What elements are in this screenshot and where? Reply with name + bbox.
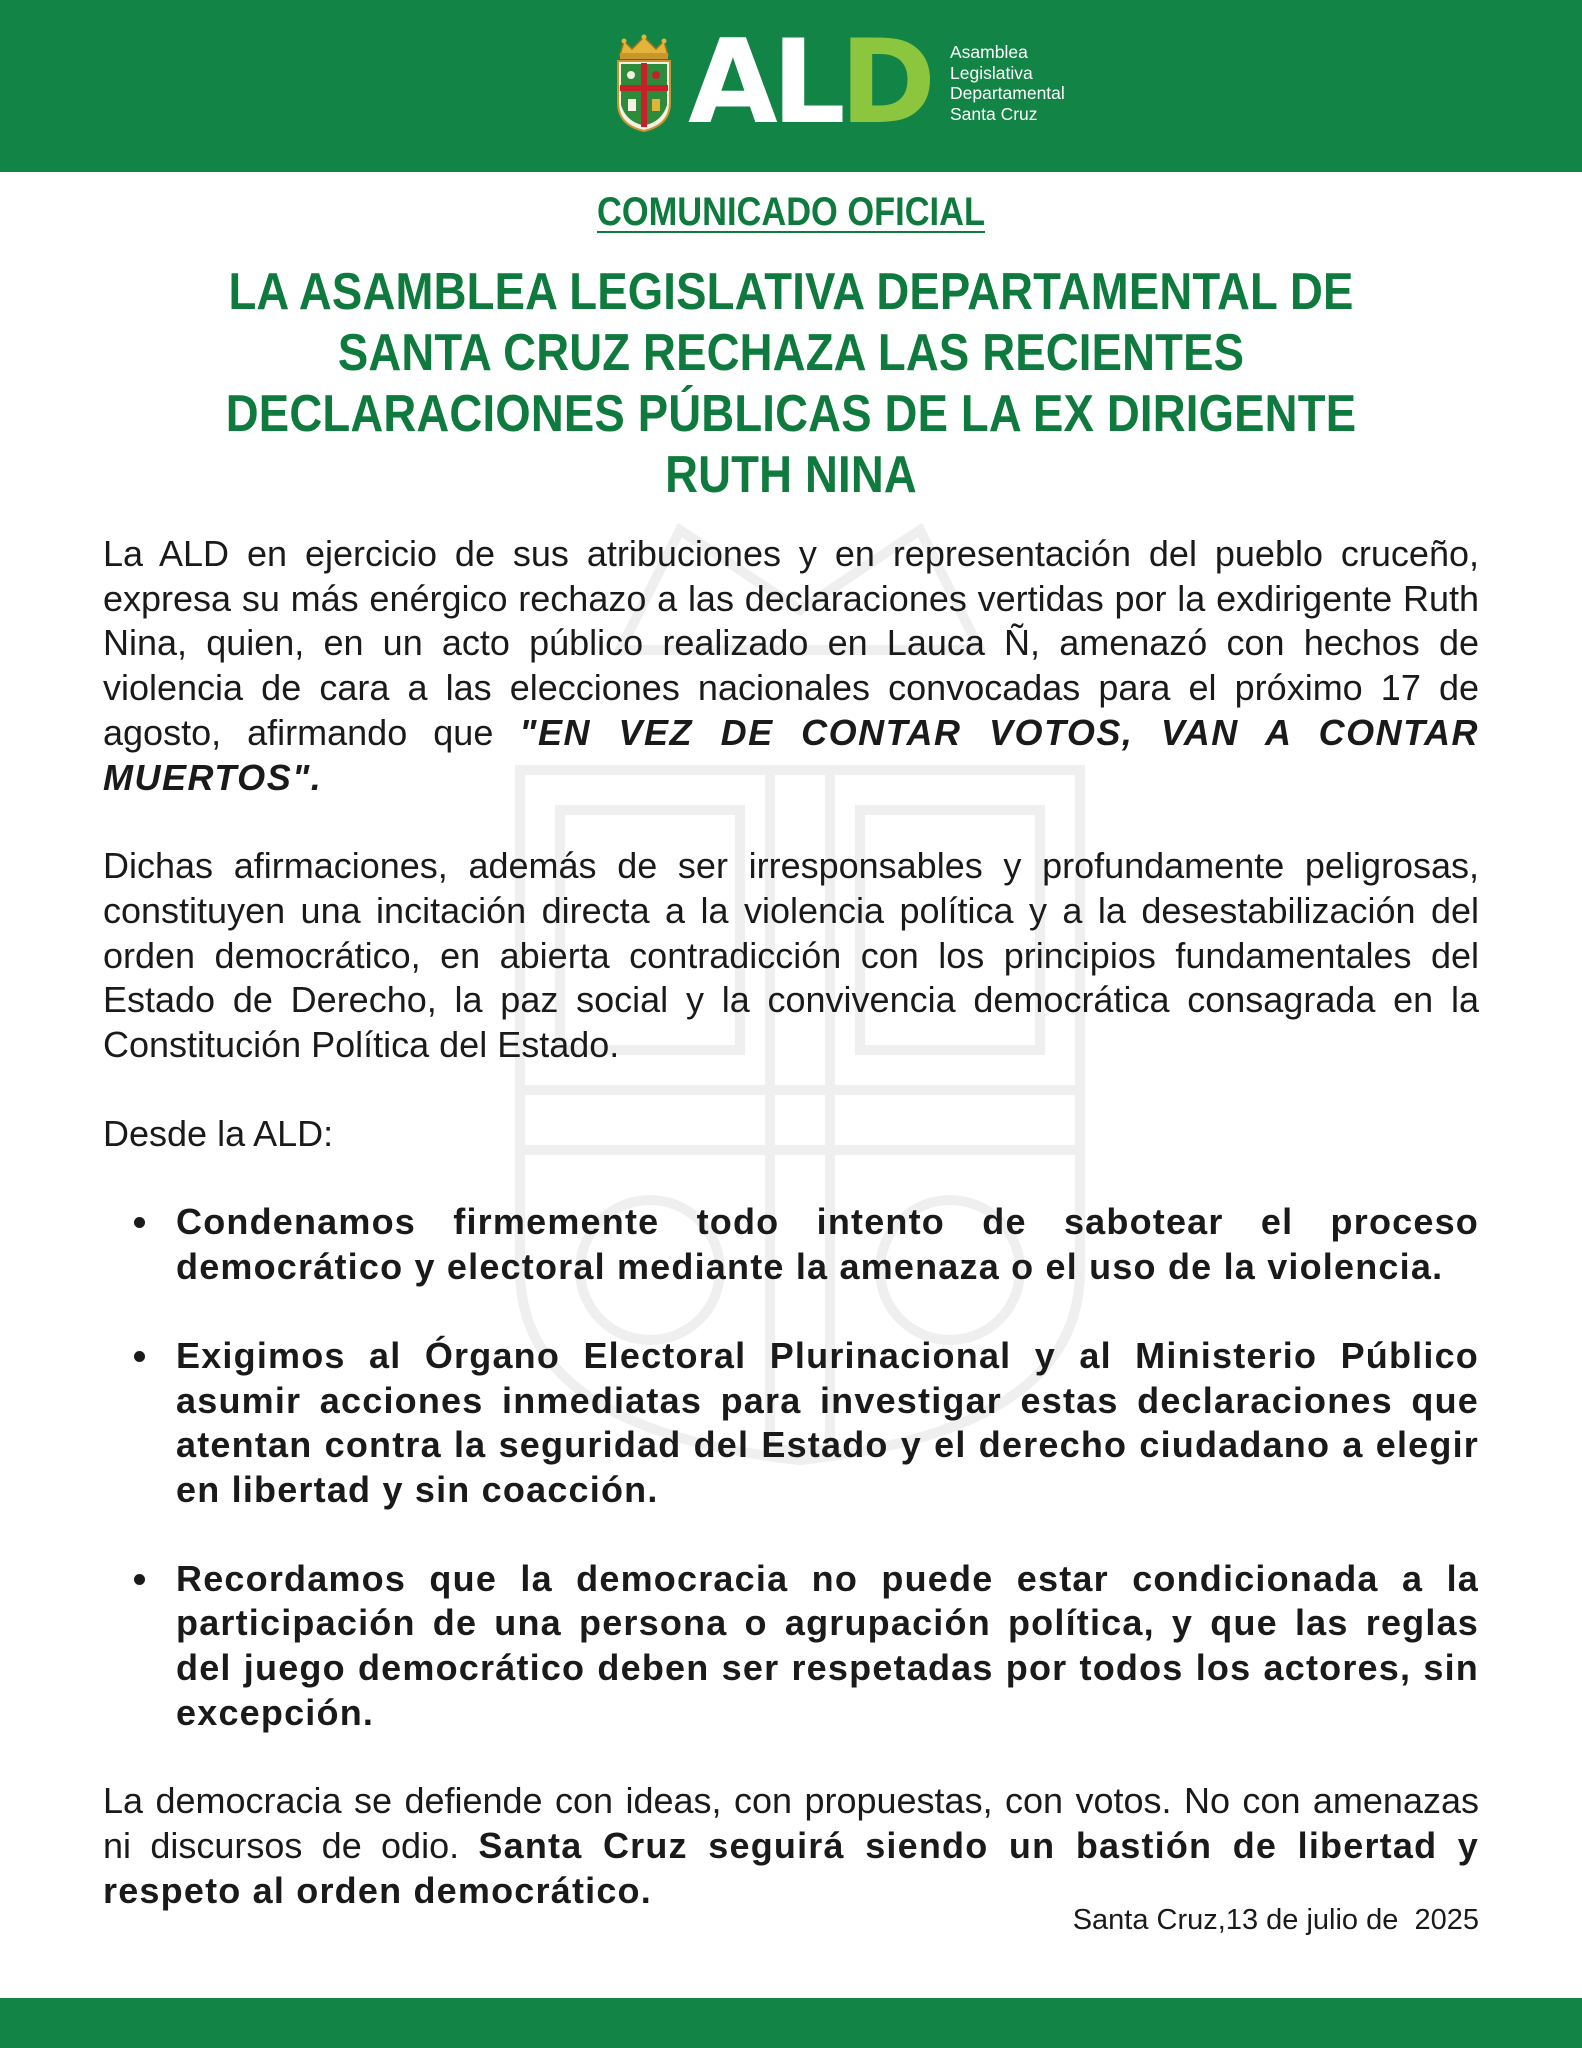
logo-subtitle-line: Departamental	[950, 83, 1065, 103]
lead-in: Desde la ALD:	[103, 1112, 334, 1154]
bullet-text: Recordamos que la democracia no puede estar condicionada a la participación de una persona o agrupación política, y que las reglas del juego democrático deben ser respetadas por todos los actores, sin excepción.	[176, 1557, 1479, 1733]
logo-letter-a: A	[688, 15, 772, 150]
document-date: Santa Cruz,13 de julio de 2025	[1072, 1904, 1479, 1936]
logo-subtitle-line: Asamblea	[950, 42, 1028, 62]
logo-letter-d: D	[839, 15, 930, 150]
closing-text: La democracia se defiende con ideas, con propuestas, con votos. No con amenazas ni discursos de odio.	[103, 1780, 1479, 1867]
coat-of-arms-icon	[612, 33, 676, 133]
bullet-dot-icon	[134, 1217, 145, 1228]
bullet-dot-icon	[134, 1351, 145, 1362]
list-item	[103, 1557, 1479, 1736]
list-item	[103, 1334, 1479, 1513]
logo-subtitle-line: Legislativa	[950, 62, 1033, 83]
logo-subtitle-line: Santa Cruz	[950, 103, 1038, 124]
ald-logo	[612, 15, 1065, 150]
paragraph-1-text: La ALD en ejercicio de sus atribuciones y en representación del pueblo cruceño, expresa su más enérgico rechazo a las declaraciones vertidas por la exdirigente Ruth Nina, quien, en un acto público realizado en Lauca Ñ, amenazó con hechos de violencia de cara a las elecciones nacionales convocadas para el próximo 17 de agosto, afirmando que	[103, 533, 1479, 753]
paragraph-2: Dichas afirmaciones, además de ser irresponsables y profundamente peligrosas, constituyen una incitación directa a la violencia política y a la desestabilización del orden democrático, en abierta contradicción con los principios fundamentales del Estado de Derecho, la paz social y la convivencia democrática consagrada en la Constitución Política del Estado.	[103, 845, 1479, 1066]
ald-wordmark	[688, 15, 930, 150]
list-item	[103, 1200, 1479, 1289]
bullet-list	[103, 1200, 1479, 1735]
closing-paragraph	[103, 1779, 1479, 1913]
paragraph-1-quote: "EN VEZ DE CONTAR VOTOS, VAN A CONTAR MUERTOS".	[103, 711, 1479, 798]
bullet-text: Condenamos firmemente todo intento de sabotear el proceso democrático y electoral mediante la amenaza o el uso de la violencia.	[176, 1201, 1479, 1288]
bullet-text: Exigimos al Órgano Electoral Plurinacional y al Ministerio Público asumir acciones inmediatas para investigar estas declaraciones que atentan contra la seguridad del Estado y el derecho ciudadano a elegir en libertad y sin coacción.	[176, 1334, 1479, 1510]
document-headline: LA ASAMBLEA LEGISLATIVA DEPARTAMENTAL DE SANTA CRUZ RECHAZA LAS RECIENTES DECLARACIONES PÚBLICAS DE LA EX DIRIGENTE RUTH NINA	[225, 263, 1357, 504]
footer-band	[0, 1998, 1582, 2048]
paragraph-1	[103, 532, 1479, 800]
closing-bold-text: Santa Cruz seguirá siendo un bastión de libertad y respeto al orden democrático.	[103, 1825, 1479, 1911]
logo-subtitle	[950, 42, 1065, 124]
document-kicker: COMUNICADO OFICIAL	[597, 190, 985, 234]
bullet-dot-icon	[134, 1574, 145, 1585]
logo-letter-l: L	[771, 15, 840, 150]
communique-body	[103, 184, 1479, 1914]
